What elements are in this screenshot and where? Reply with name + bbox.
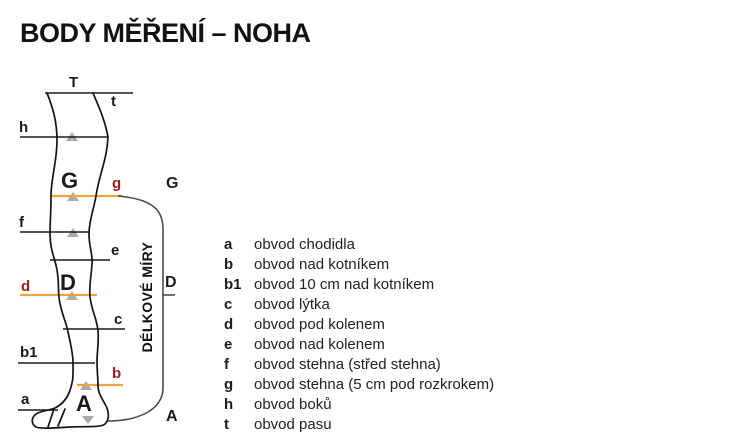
- label-h-hips: h: [19, 119, 29, 136]
- legend: [224, 234, 494, 434]
- label-A-zone: A: [76, 391, 92, 416]
- label-b1-above-ankle: b1: [20, 344, 38, 361]
- legend-letter: b1: [224, 275, 242, 293]
- label-f-mid-thigh: f: [19, 214, 24, 231]
- length-measures-title: DÉLKOVÉ MÍRY: [139, 241, 155, 353]
- legend-row-d: [224, 314, 494, 334]
- legend-row-t: [224, 414, 494, 434]
- marker-triangle-A-down: [82, 416, 94, 424]
- legend-desc: obvod pasu: [254, 415, 332, 433]
- legend-row-b1: [224, 274, 494, 294]
- legend-desc: obvod 10 cm nad kotníkem: [254, 275, 435, 293]
- label-D-zone: D: [60, 270, 76, 295]
- legend-letter: h: [224, 395, 234, 413]
- legend-letter: e: [224, 335, 233, 353]
- legend-letter: g: [224, 375, 234, 393]
- label-T-waist: T: [69, 74, 79, 91]
- legend-desc: obvod stehna (5 cm pod rozkrokem): [254, 375, 495, 393]
- label-a-foot: a: [21, 391, 30, 408]
- page-title: BODY MĚŘENÍ – NOHA: [20, 18, 311, 48]
- legend-letter: c: [224, 295, 233, 313]
- legend-letter: b: [224, 255, 234, 273]
- legend-desc: obvod nad kotníkem: [254, 255, 390, 273]
- legend-desc: obvod stehna (střed stehna): [254, 355, 441, 373]
- legend-letter: t: [224, 415, 229, 433]
- legend-desc: obvod boků: [254, 395, 332, 413]
- brace-marker-G: G: [166, 175, 179, 192]
- label-d-below-knee: d: [21, 278, 31, 295]
- label-t-waist: t: [111, 93, 116, 110]
- foot-outline: [32, 386, 108, 428]
- legend-desc: obvod pod kolenem: [254, 315, 385, 333]
- legend-row-e: [224, 334, 494, 354]
- legend-row-b: [224, 254, 494, 274]
- legend-letter: d: [224, 315, 234, 333]
- legend-row-f: [224, 354, 494, 374]
- label-e-above-knee: e: [111, 242, 120, 259]
- legend-row-c: [224, 294, 494, 314]
- legend-row-h: [224, 394, 494, 414]
- legend-letter: a: [224, 235, 233, 253]
- legend-letter: f: [224, 355, 229, 373]
- legend-row-g: [224, 374, 494, 394]
- label-g-thigh: g: [112, 175, 122, 192]
- legend-desc: obvod lýtka: [254, 295, 330, 313]
- brace-marker-D: D: [165, 274, 177, 291]
- brace-marker-A: A: [166, 408, 178, 425]
- label-b-ankle: b: [112, 365, 122, 382]
- label-G-zone: G: [61, 168, 79, 193]
- toe-seam: [48, 409, 65, 427]
- label-c-calf: c: [114, 311, 123, 328]
- legend-desc: obvod chodidla: [254, 235, 355, 253]
- legend-desc: obvod nad kolenem: [254, 335, 385, 353]
- legend-row-a: [224, 234, 494, 254]
